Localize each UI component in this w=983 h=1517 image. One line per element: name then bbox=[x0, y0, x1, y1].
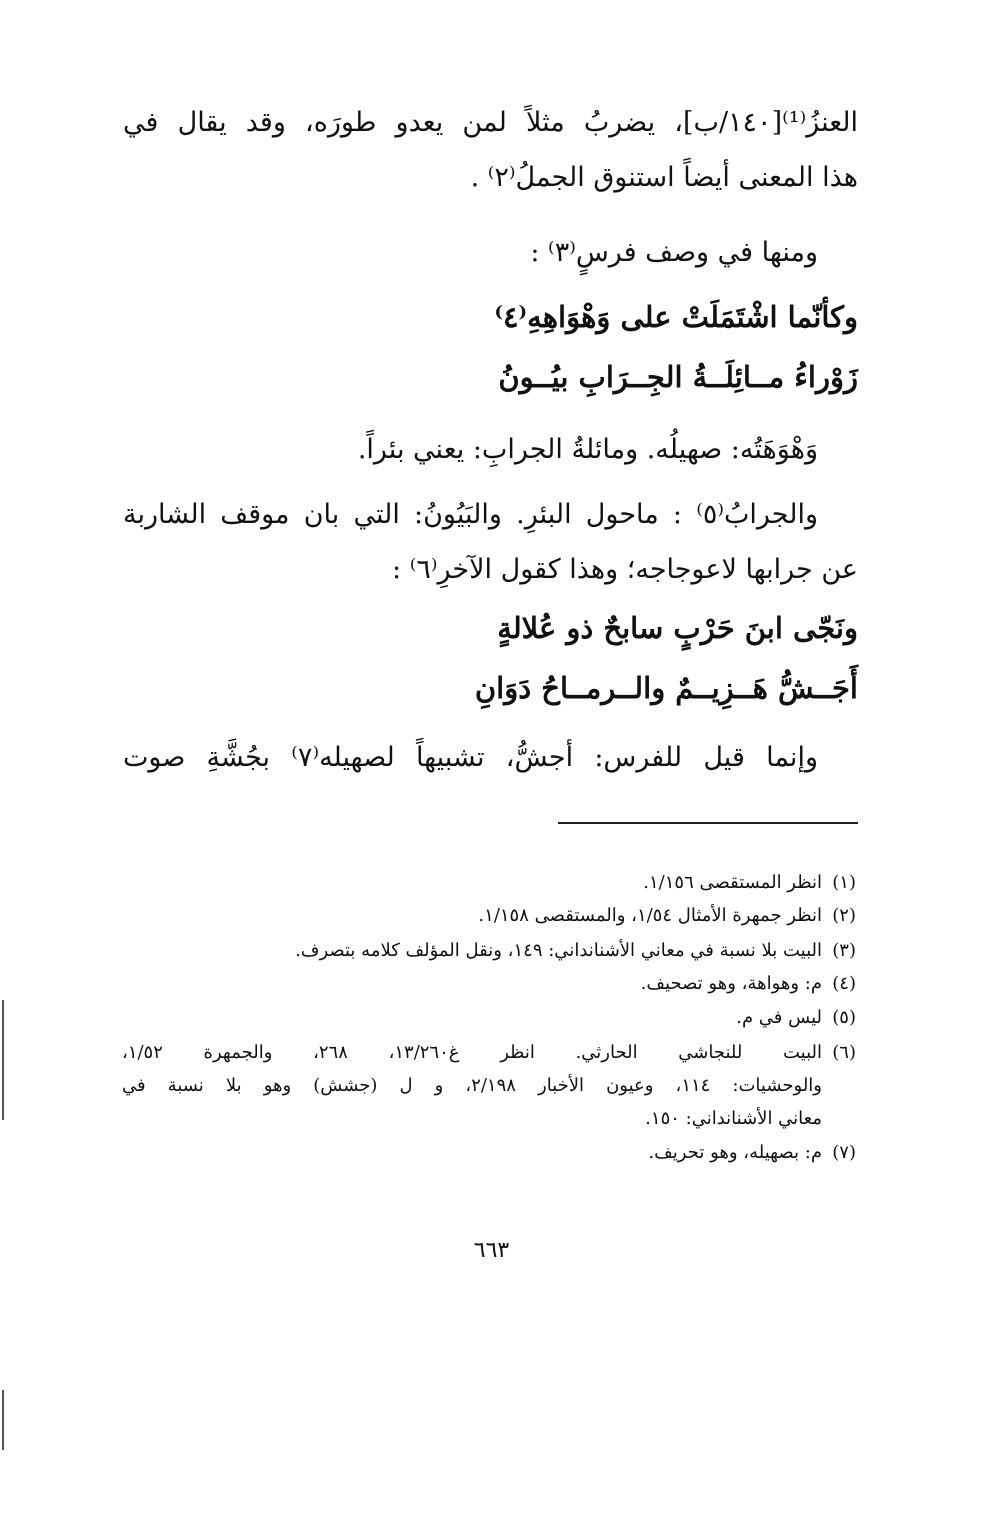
body-line: عن جرابها لاعوجاجه؛ وهذا كقول الآخرِ⁽٦⁾ : bbox=[392, 554, 858, 585]
footnote-continuation: معاني الأشنانداني: ١٥٠. bbox=[645, 1108, 822, 1129]
footnote bbox=[478, 903, 856, 929]
body-line: والجرابُ⁽٥⁾ : ماحول البئرِ. والبَيُونُ: التي بان موقف الشاربة bbox=[123, 499, 818, 530]
footnote-number: (٣) bbox=[832, 940, 856, 961]
footnote bbox=[648, 1140, 856, 1166]
footnote-text: انظر المستقصى ١/١٥٦. bbox=[643, 872, 822, 893]
footnote bbox=[643, 870, 856, 896]
footnote-text: انظر جمهرة الأمثال ١/٥٤، والمستقصى ١/١٥٨. bbox=[478, 905, 822, 926]
footnote-continuation: والوحشيات: ١١٤، وعيون الأخبار ٢/١٩٨، و ل (جشش) وهو بلا نسبة في bbox=[122, 1075, 822, 1096]
footnote-divider bbox=[558, 822, 858, 824]
verse-hemistich: وكأنّما اشْتَمَلَتْ على وَهْوَاهِهِ⁽٤⁾ bbox=[494, 300, 858, 334]
scan-edge-mark bbox=[2, 1000, 4, 1120]
footnote-text: البيت للنجاشي الحارثي. انظر غ١٣/٢٦٠، ٢٦٨، والجمهرة ١/٥٢، bbox=[122, 1042, 823, 1063]
body-line: وإنما قيل للفرس: أجشُّ، تشبيهاً لصهيله⁽٧⁾ بجُشَّةِ صوت bbox=[123, 742, 818, 773]
body-line: هذا المعنى أيضاً استنوق الجملُ⁽٢⁾ . bbox=[470, 162, 858, 193]
footnote bbox=[641, 971, 856, 997]
footnote bbox=[295, 938, 856, 964]
footnote-text: البيت بلا نسبة في معاني الأشنانداني: ١٤٩، ونقل المؤلف كلامه بتصرف. bbox=[295, 940, 822, 961]
footnote-number: (٥) bbox=[832, 1007, 856, 1028]
verse-hemistich: زَوْراءُ مــائِلَــةُ الجِــرَابِ بيُــونُ bbox=[498, 360, 858, 394]
footnote-number: (١) bbox=[832, 872, 856, 893]
footnote-number: (٧) bbox=[832, 1142, 856, 1163]
footnote-text: م: وهواهة، وهو تصحيف. bbox=[640, 973, 822, 994]
footnote bbox=[122, 1040, 856, 1066]
footnote-text: م: بصهيله، وهو تحريف. bbox=[648, 1142, 822, 1163]
body-line: العنزُ⁽¹⁾[١٤٠/ب]، يضربُ مثلاً لمن يعدو طورَه، وقد يقال في bbox=[123, 107, 858, 138]
body-line: وَهْوَهَتُه: صهيلُه. ومائلةُ الجرابِ: يعني بئراً. bbox=[357, 434, 818, 465]
footnote bbox=[736, 1005, 856, 1031]
footnote-number: (٤) bbox=[832, 973, 856, 994]
page-number: ٦٦٣ bbox=[473, 1238, 510, 1263]
body-line: ومنها في وصف فرسٍ⁽٣⁾ : bbox=[530, 237, 818, 268]
verse-hemistich: ونَجّى ابنَ حَرْبٍ سابحٌ ذو عُلالةٍ bbox=[497, 611, 858, 645]
footnote-number: (٦) bbox=[832, 1042, 856, 1063]
footnote-text: ليس في م. bbox=[736, 1007, 822, 1028]
scan-edge-mark bbox=[2, 1390, 4, 1450]
verse-hemistich: أَجَــشُّ هَــزِيــمٌ والــرمــاحُ دَوَانِ bbox=[474, 671, 858, 705]
footnote-number: (٢) bbox=[832, 905, 856, 926]
